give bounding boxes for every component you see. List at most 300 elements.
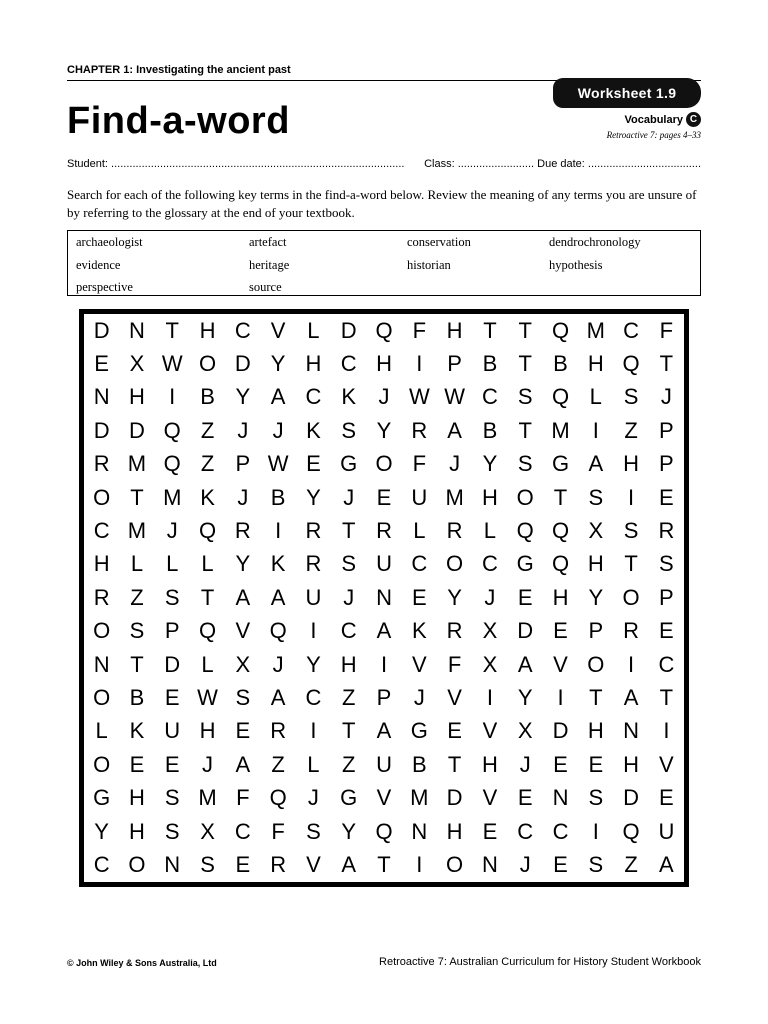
grid-letter[interactable]: N	[93, 384, 110, 410]
grid-letter[interactable]: A	[235, 584, 251, 610]
grid-letter[interactable]: M	[410, 785, 429, 811]
grid-letter[interactable]: J	[519, 751, 531, 777]
grid-letter[interactable]: N	[129, 317, 145, 343]
grid-letter[interactable]: T	[624, 551, 638, 577]
grid-letter[interactable]: Y	[306, 651, 321, 677]
grid-letter[interactable]: C	[411, 551, 428, 577]
grid-letter[interactable]: N	[376, 584, 392, 610]
grid-letter[interactable]: X	[588, 518, 604, 544]
grid-letter[interactable]: Y	[270, 351, 286, 377]
grid-letter[interactable]: J	[272, 417, 284, 443]
grid-letter[interactable]: Z	[624, 851, 638, 877]
grid-letter[interactable]: V	[376, 785, 392, 811]
grid-letter[interactable]: S	[164, 584, 180, 610]
grid-letter[interactable]: H	[587, 351, 604, 377]
grid-letter[interactable]: Y	[517, 684, 533, 710]
grid-letter[interactable]: T	[130, 484, 144, 510]
grid-letter[interactable]: S	[659, 551, 674, 577]
grid-letter[interactable]: R	[446, 618, 463, 644]
grid-letter[interactable]: P	[235, 451, 251, 477]
grid-letter[interactable]: F	[412, 317, 427, 343]
grid-letter[interactable]: G	[516, 551, 534, 577]
grid-letter[interactable]: E	[235, 718, 251, 744]
grid-letter[interactable]: O	[198, 351, 217, 377]
grid-letter[interactable]: W	[444, 384, 465, 410]
grid-letter[interactable]: M	[551, 417, 570, 443]
grid-letter[interactable]: Y	[306, 484, 321, 510]
grid-letter[interactable]: T	[130, 651, 144, 677]
grid-letter[interactable]: E	[659, 785, 674, 811]
grid-letter[interactable]: Z	[200, 417, 215, 443]
grid-letter[interactable]: J	[378, 384, 390, 410]
grid-letter[interactable]: G	[410, 718, 428, 744]
grid-letter[interactable]: I	[416, 351, 423, 377]
term-item: source	[249, 280, 282, 294]
grid-letter[interactable]: Q	[516, 518, 534, 544]
grid-letter[interactable]: C	[481, 551, 498, 577]
worksheet-badge: Worksheet 1.9	[553, 78, 701, 108]
grid-letter[interactable]: N	[164, 851, 181, 877]
grid-letter[interactable]: H	[305, 351, 322, 377]
grid-letter[interactable]: V	[411, 651, 427, 677]
grid-letter[interactable]: A	[270, 684, 286, 710]
grid-letter[interactable]: T	[659, 684, 674, 710]
grid-letter[interactable]: K	[341, 384, 357, 410]
grid-letter[interactable]: Y	[235, 384, 251, 410]
grid-letter[interactable]: A	[659, 851, 674, 877]
grid-letter[interactable]: F	[271, 818, 285, 844]
grid-letter[interactable]: J	[166, 518, 178, 544]
grid-letter[interactable]: R	[658, 518, 675, 544]
student-field[interactable]: ................................................................................................	[111, 158, 405, 170]
grid-letter[interactable]: N	[481, 851, 498, 877]
grid-letter[interactable]: U	[376, 751, 392, 777]
grid-letter[interactable]: K	[200, 484, 215, 510]
grid-letter[interactable]: A	[376, 718, 392, 744]
grid-letter[interactable]: T	[342, 518, 356, 544]
grid-letter[interactable]: H	[376, 351, 392, 377]
grid-letter[interactable]: Q	[551, 551, 570, 577]
grid-letter[interactable]: M	[445, 484, 464, 510]
grid-letter[interactable]: X	[235, 651, 251, 677]
grid-letter[interactable]: H	[587, 718, 604, 744]
grid-letter[interactable]: S	[341, 417, 357, 443]
grid-letter[interactable]: A	[235, 751, 251, 777]
grid-letter[interactable]: E	[517, 584, 533, 610]
student-details-line	[67, 158, 701, 170]
grid-letter[interactable]: S	[588, 785, 604, 811]
grid-letter[interactable]: R	[376, 518, 392, 544]
grid-letter[interactable]: D	[93, 317, 110, 343]
grid-letter[interactable]: G	[340, 451, 358, 477]
grid-letter[interactable]: Z	[342, 684, 356, 710]
grid-letter[interactable]: E	[411, 584, 427, 610]
grid-letter[interactable]: Q	[198, 618, 217, 644]
grid-letter[interactable]: P	[164, 618, 180, 644]
grid-letter[interactable]: Y	[235, 551, 251, 577]
grid-letter[interactable]: M	[127, 451, 147, 477]
grid-letter[interactable]: Q	[622, 818, 640, 844]
grid-letter[interactable]: K	[129, 718, 145, 744]
grid-letter[interactable]: H	[199, 317, 216, 343]
grid-letter[interactable]: I	[557, 684, 564, 710]
grid-letter[interactable]: I	[310, 718, 317, 744]
grid-letter[interactable]: S	[623, 384, 639, 410]
grid-letter[interactable]: N	[411, 818, 428, 844]
grid-letter[interactable]: B	[411, 751, 427, 777]
grid-letter[interactable]: Y	[482, 451, 498, 477]
grid-letter[interactable]: D	[623, 785, 640, 811]
grid-letter[interactable]: T	[589, 684, 603, 710]
grid-letter[interactable]: E	[553, 618, 568, 644]
grid-letter[interactable]: H	[93, 551, 110, 577]
grid-letter[interactable]: C	[340, 618, 357, 644]
grid-letter[interactable]: Q	[269, 785, 287, 811]
grid-letter[interactable]: X	[129, 351, 145, 377]
grid-letter[interactable]: O	[446, 551, 464, 577]
grid-letter[interactable]: E	[553, 851, 568, 877]
grid-letter[interactable]: L	[201, 551, 214, 577]
grid-letter[interactable]: J	[343, 584, 355, 610]
grid-letter[interactable]: A	[270, 384, 286, 410]
grid-letter[interactable]: P	[659, 451, 674, 477]
grid-letter[interactable]: J	[484, 584, 496, 610]
grid-letter[interactable]: N	[93, 651, 110, 677]
grid-letter[interactable]: A	[588, 451, 604, 477]
grid-letter[interactable]: J	[449, 451, 461, 477]
grid-letter[interactable]: Z	[200, 451, 215, 477]
grid-letter[interactable]: J	[307, 785, 319, 811]
grid-letter[interactable]: C	[623, 317, 640, 343]
grid-letter[interactable]: J	[237, 484, 249, 510]
grid-letter[interactable]: I	[486, 684, 493, 710]
grid-letter[interactable]: L	[589, 384, 602, 410]
grid-letter[interactable]: B	[129, 684, 145, 710]
grid-letter[interactable]: T	[447, 751, 462, 777]
grid-letter[interactable]: S	[623, 518, 639, 544]
grid-letter[interactable]: Z	[342, 751, 356, 777]
grid-letter[interactable]: Q	[375, 317, 393, 343]
grid-letter[interactable]: E	[376, 484, 392, 510]
grid-letter[interactable]: H	[129, 818, 145, 844]
grid-letter[interactable]: S	[306, 818, 321, 844]
grid-letter[interactable]: S	[129, 618, 145, 644]
grid-letter[interactable]: O	[516, 484, 534, 510]
grid-letter[interactable]: E	[164, 751, 180, 777]
grid-letter[interactable]: S	[517, 451, 533, 477]
grid-letter[interactable]: V	[235, 618, 251, 644]
grid-letter[interactable]: R	[234, 518, 251, 544]
grid-letter[interactable]: R	[446, 518, 463, 544]
grid-letter[interactable]: C	[305, 684, 322, 710]
grid-letter[interactable]: E	[447, 718, 462, 744]
grid-letter[interactable]: O	[93, 618, 111, 644]
grid-letter[interactable]: G	[93, 785, 111, 811]
grid-letter[interactable]: C	[305, 384, 322, 410]
grid-letter[interactable]: V	[553, 651, 568, 677]
grid-letter[interactable]: K	[270, 551, 286, 577]
grid-letter[interactable]: L	[201, 651, 214, 677]
grid-letter[interactable]: Y	[588, 584, 604, 610]
grid-letter[interactable]: W	[408, 384, 430, 410]
grid-letter[interactable]: V	[482, 785, 498, 811]
grid-letter[interactable]: D	[517, 618, 534, 644]
grid-letter[interactable]: B	[482, 351, 498, 377]
grid-letter[interactable]: B	[200, 384, 215, 410]
grid-letter[interactable]: J	[343, 484, 355, 510]
grid-letter[interactable]: L	[95, 718, 108, 744]
grid-letter[interactable]: Y	[447, 584, 462, 610]
grid-letter[interactable]: J	[272, 651, 284, 677]
grid-letter[interactable]: L	[166, 551, 179, 577]
grid-letter[interactable]: R	[93, 584, 110, 610]
grid-letter[interactable]: C	[93, 518, 110, 544]
grid-letter[interactable]: V	[306, 851, 321, 877]
grid-letter[interactable]: T	[165, 317, 179, 343]
grid-letter[interactable]: A	[341, 851, 357, 877]
grid-letter[interactable]: L	[307, 317, 320, 343]
grid-letter[interactable]: H	[552, 584, 569, 610]
grid-letter[interactable]: N	[552, 785, 569, 811]
grid-letter[interactable]: J	[202, 751, 214, 777]
grid-letter[interactable]: X	[517, 718, 533, 744]
grid-letter[interactable]: H	[129, 384, 145, 410]
grid-letter[interactable]: D	[234, 351, 251, 377]
grid-letter[interactable]: C	[234, 818, 251, 844]
grid-letter[interactable]: X	[482, 618, 498, 644]
grid-letter[interactable]: A	[270, 584, 286, 610]
grid-letter[interactable]: I	[628, 484, 635, 510]
grid-letter[interactable]: N	[623, 718, 640, 744]
grid-letter[interactable]: L	[483, 518, 497, 544]
grid-letter[interactable]: Z	[271, 751, 285, 777]
grid-letter[interactable]: M	[586, 317, 605, 343]
grid-letter[interactable]: S	[164, 818, 180, 844]
grid-letter[interactable]: S	[235, 684, 251, 710]
grid-letter[interactable]: T	[659, 351, 674, 377]
grid-letter[interactable]: B	[553, 351, 568, 377]
grid-letter[interactable]: R	[411, 417, 428, 443]
grid-letter[interactable]: H	[481, 484, 498, 510]
grid-letter[interactable]: J	[660, 384, 672, 410]
grid-letter[interactable]: R	[93, 451, 110, 477]
grid-letter[interactable]: H	[129, 785, 145, 811]
grid-letter[interactable]: E	[482, 818, 498, 844]
grid-letter[interactable]: M	[198, 785, 217, 811]
grid-letter[interactable]: H	[481, 751, 498, 777]
grid-letter[interactable]: X	[482, 651, 498, 677]
term-item: historian	[407, 258, 451, 272]
grid-letter[interactable]: R	[305, 551, 322, 577]
grid-letter[interactable]: M	[127, 518, 147, 544]
grid-letter[interactable]: Q	[269, 618, 287, 644]
grid-letter[interactable]: H	[199, 718, 216, 744]
class-field[interactable]: .........................	[457, 158, 535, 170]
grid-letter[interactable]: Q	[551, 518, 570, 544]
grid-letter[interactable]: C	[658, 651, 675, 677]
grid-letter[interactable]: D	[129, 417, 145, 443]
grid-letter[interactable]: D	[164, 651, 181, 677]
grid-letter[interactable]: W	[267, 451, 289, 477]
grid-letter[interactable]: A	[376, 618, 392, 644]
grid-letter[interactable]: U	[305, 584, 322, 610]
grid-letter[interactable]: I	[380, 651, 388, 677]
grid-letter[interactable]: O	[622, 584, 640, 610]
grid-letter[interactable]: K	[411, 618, 427, 644]
grid-letter[interactable]: H	[623, 751, 640, 777]
grid-letter[interactable]: T	[518, 351, 532, 377]
grid-letter[interactable]: V	[659, 751, 674, 777]
grid-letter[interactable]: S	[588, 484, 604, 510]
grid-letter[interactable]: S	[517, 384, 533, 410]
grid-letter[interactable]: R	[270, 718, 287, 744]
grid-row	[84, 481, 684, 514]
grid-letter[interactable]: J	[519, 851, 531, 877]
grid-letter[interactable]: O	[93, 751, 111, 777]
grid-letter[interactable]: H	[446, 818, 463, 844]
grid-letter[interactable]: T	[377, 851, 391, 877]
grid-letter[interactable]: L	[130, 551, 144, 577]
grid-letter[interactable]: U	[411, 484, 428, 510]
grid-letter[interactable]: T	[553, 484, 568, 510]
grid-letter[interactable]: Q	[163, 417, 181, 443]
grid-letter[interactable]: S	[200, 851, 215, 877]
grid-letter[interactable]: S	[588, 851, 604, 877]
grid-letter[interactable]: H	[587, 551, 604, 577]
grid-letter[interactable]: Q	[198, 518, 217, 544]
grid-letter[interactable]: S	[341, 551, 357, 577]
grid-letter[interactable]: Y	[94, 818, 109, 844]
grid-letter[interactable]: E	[129, 751, 145, 777]
grid-letter[interactable]: F	[412, 451, 427, 477]
grid-letter[interactable]: Y	[376, 417, 392, 443]
grid-letter[interactable]: E	[235, 851, 251, 877]
grid-row	[84, 748, 684, 781]
grid-letter[interactable]: D	[446, 785, 463, 811]
grid-letter[interactable]: J	[237, 417, 249, 443]
grid-letter[interactable]: Q	[622, 351, 640, 377]
grid-letter[interactable]: E	[659, 484, 674, 510]
grid-letter[interactable]: C	[93, 851, 110, 877]
grid-letter[interactable]: I	[169, 384, 176, 410]
grid-letter[interactable]: C	[340, 351, 357, 377]
grid-letter[interactable]: O	[587, 651, 605, 677]
grid-letter[interactable]: Q	[551, 317, 570, 343]
grid-letter[interactable]: D	[93, 417, 110, 443]
grid-letter[interactable]: E	[164, 684, 180, 710]
grid-row	[84, 848, 684, 881]
grid-letter[interactable]: P	[447, 351, 462, 377]
grid-letter[interactable]: E	[553, 751, 568, 777]
grid-letter[interactable]: Y	[341, 818, 357, 844]
grid-letter[interactable]: E	[517, 785, 533, 811]
grid-letter[interactable]: G	[340, 785, 358, 811]
grid-letter[interactable]: C	[481, 384, 498, 410]
grid-letter[interactable]: P	[659, 584, 674, 610]
grid-letter[interactable]: C	[234, 317, 251, 343]
grid-letter[interactable]: A	[623, 684, 639, 710]
grid-letter[interactable]: U	[658, 818, 675, 844]
grid-letter[interactable]: I	[592, 818, 599, 844]
grid-letter[interactable]: C	[552, 818, 569, 844]
grid-letter[interactable]: H	[623, 451, 640, 477]
grid-letter[interactable]: O	[375, 451, 393, 477]
grid-letter[interactable]: F	[447, 651, 462, 677]
due-date-field[interactable]: .....................................	[587, 158, 701, 170]
grid-letter[interactable]: E	[659, 618, 674, 644]
grid-letter[interactable]: J	[413, 684, 425, 710]
grid-letter[interactable]: R	[270, 851, 287, 877]
grid-letter[interactable]: L	[413, 518, 426, 544]
grid-letter[interactable]: T	[518, 417, 532, 443]
grid-letter[interactable]: I	[416, 851, 423, 877]
grid-letter[interactable]: G	[551, 451, 570, 477]
grid-letter[interactable]: W	[197, 684, 218, 710]
grid-letter[interactable]: T	[518, 317, 532, 343]
grid-letter[interactable]: L	[307, 751, 320, 777]
grid-letter[interactable]: A	[447, 417, 462, 443]
grid-letter[interactable]: E	[588, 751, 604, 777]
grid-letter[interactable]: U	[164, 718, 181, 744]
grid-letter[interactable]: R	[305, 518, 322, 544]
grid-letter[interactable]: W	[161, 351, 183, 377]
grid-letter[interactable]: T	[483, 317, 497, 343]
grid-letter[interactable]: Z	[624, 417, 638, 443]
grid-letter[interactable]: R	[623, 618, 640, 644]
grid-letter[interactable]: O	[446, 851, 464, 877]
grid-letter[interactable]: U	[376, 551, 392, 577]
grid-letter[interactable]: D	[552, 718, 569, 744]
grid-letter[interactable]: I	[592, 417, 599, 443]
grid-letter[interactable]: E	[306, 451, 321, 477]
grid-letter[interactable]: O	[128, 851, 146, 877]
grid-letter[interactable]: I	[310, 618, 317, 644]
grid-letter[interactable]: F	[236, 785, 250, 811]
grid-letter[interactable]: V	[482, 718, 498, 744]
grid-letter[interactable]: I	[275, 518, 282, 544]
grid-letter[interactable]: C	[517, 818, 534, 844]
grid-letter[interactable]: P	[376, 684, 392, 710]
grid-letter[interactable]: M	[163, 484, 182, 510]
grid-letter[interactable]: H	[446, 317, 463, 343]
grid-letter[interactable]: V	[270, 317, 286, 343]
grid-letter[interactable]: V	[447, 684, 462, 710]
grid-letter[interactable]: Q	[551, 384, 570, 410]
grid-letter[interactable]: I	[663, 718, 670, 744]
grid-letter[interactable]: O	[93, 484, 111, 510]
grid-letter[interactable]: P	[659, 417, 674, 443]
grid-letter[interactable]: T	[200, 584, 215, 610]
grid-letter[interactable]: K	[306, 417, 321, 443]
grid-row	[84, 414, 684, 447]
grid-letter[interactable]: S	[164, 785, 180, 811]
grid-letter[interactable]: B	[482, 417, 498, 443]
grid-letter[interactable]: D	[340, 317, 357, 343]
grid-letter[interactable]: X	[200, 818, 215, 844]
grid-letter[interactable]: P	[588, 618, 604, 644]
grid-letter[interactable]: H	[340, 651, 357, 677]
grid-letter[interactable]: B	[270, 484, 286, 510]
grid-letter[interactable]: I	[628, 651, 635, 677]
grid-letter[interactable]: Q	[375, 818, 393, 844]
grid-letter[interactable]: A	[517, 651, 533, 677]
grid-letter[interactable]: Z	[130, 584, 144, 610]
grid-letter[interactable]: O	[93, 684, 111, 710]
grid-letter[interactable]: F	[659, 317, 674, 343]
grid-letter[interactable]: Q	[163, 451, 181, 477]
grid-letter[interactable]: T	[342, 718, 356, 744]
grid-letter[interactable]: E	[94, 351, 109, 377]
